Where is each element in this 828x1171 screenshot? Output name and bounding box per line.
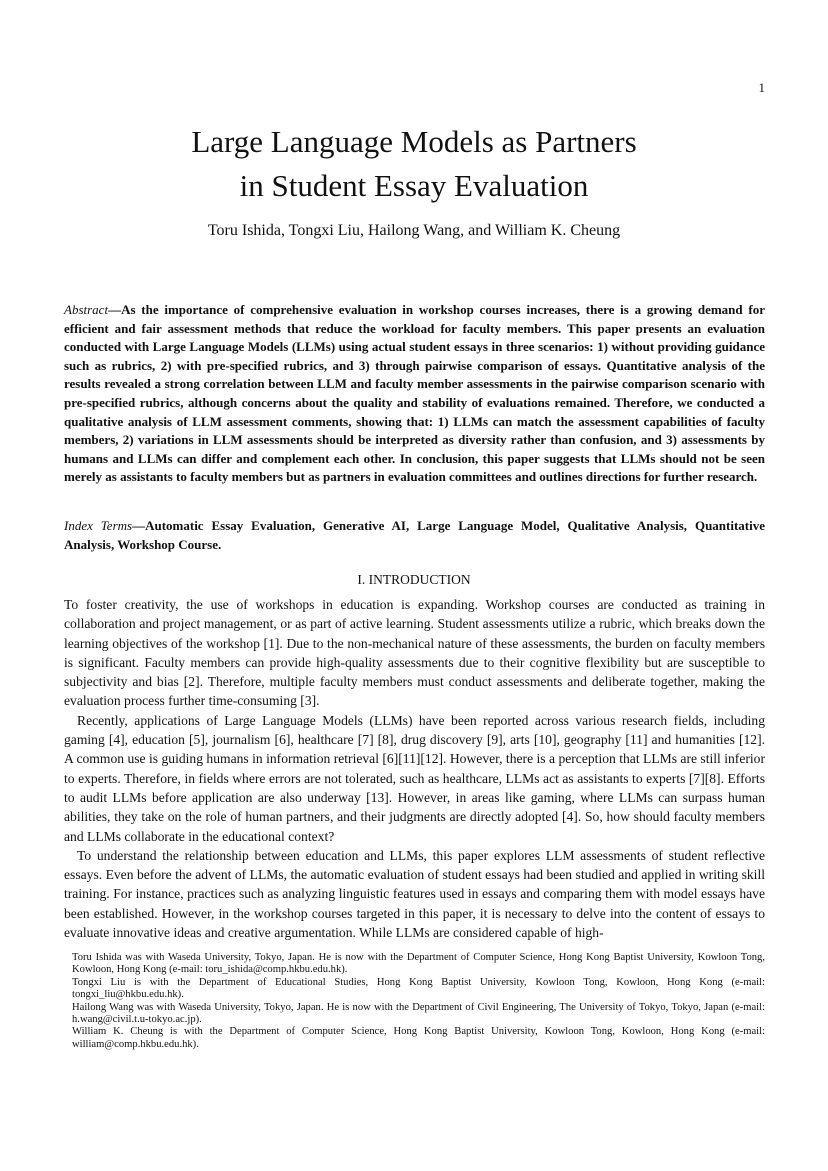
body-text bbox=[64, 595, 765, 942]
author-footnotes bbox=[72, 952, 765, 1051]
section-heading: I. INTRODUCTION bbox=[357, 572, 471, 587]
footnote: William K. Cheung is with the Department of Computer Science, Hong Kong Baptist University, Kowloon Tong, Kowloon, Hong Kong (e-mail: william@comp.hkbu.edu.hk). bbox=[72, 1026, 765, 1050]
index-terms-label: Index Terms bbox=[64, 518, 133, 533]
author-list: Toru Ishida, Tongxi Liu, Hailong Wang, and William K. Cheung bbox=[207, 222, 621, 239]
footnote: Hailong Wang was with Waseda University, Tokyo, Japan. He is now with the Department of Civil Engineering, The University of Tokyo, Tokyo, Japan (e-mail: h.wang@civil.t.u-tokyo.ac.jp). bbox=[72, 1001, 765, 1026]
abstract bbox=[64, 301, 765, 487]
footnote: Toru Ishida was with Waseda University, Tokyo, Japan. He is now with the Department of Computer Science, Hong Kong Baptist University, Kowloon Tong, Kowloon, Hong Kong (e-mail: toru_ishida@comp.hkbu.edu.hk). bbox=[72, 952, 765, 976]
page-number: 1 bbox=[758, 80, 765, 95]
paragraph: Recently, applications of Large Language Models (LLMs) have been reported across various research fields, including gaming [4], education [5], journalism [6], healthcare [7] [8], drug discovery [9], arts [10], geography [11] and humanities [12]. A common use is guiding humans in information retrieval [6][11][12]. However, there is a perception that LLMs are still inferior to experts. Therefore, in fields where errors are not tolerated, such as healthcare, LLMs act as assistants to experts [7][8]. Efforts to audit LLMs before application are also underway [13]. However, in areas like gaming, where LLMs can surpass human abilities, they take on the role of human partners, and their judgments are directly adopted [4]. So, how should faculty members and LLMs collaborate in the educational context? bbox=[64, 712, 765, 844]
index-terms-text: —Automatic Essay Evaluation, Generative AI, Large Language Model, Qualitative Analysis, Quantitative Analysis, Workshop Course. bbox=[64, 518, 766, 552]
abstract-text: —As the importance of comprehensive evaluation in workshop courses increases, there is a growing demand for efficient and fair assessment methods that reduce the workload for faculty members. This paper presents an evaluation conducted with Large Language Models (LLMs) using actual student essays in three scenarios: 1) without providing guidance such as rubrics, 2) with pre-specified rubrics, and 3) through pairwise comparison of essays. Quantitative analysis of the results revealed a strong correlation between LLM and faculty member assessments in the pairwise comparison scenario with pre-specified rubrics, although concerns about the quality and stability of evaluations remained. Therefore, we conducted a qualitative analysis of LLM assessment comments, showing that: 1) LLMs can match the assessment capabilities of faculty members, 2) variations in LLM assessments should be interpreted as diversity rather than confusion, and 3) assessments by humans and LLMs can differ and complement each other. In conclusion, this paper suggests that LLMs should not be seen merely as assistants to faculty members but as partners in evaluation committees and outlines directions for further research. bbox=[64, 302, 765, 485]
paper-title bbox=[0, 120, 828, 208]
footnote: Tongxi Liu is with the Department of Educational Studies, Hong Kong Baptist University, Kowloon Tong, Kowloon, Hong Kong (e-mail: tongxi_liu@hkbu.edu.hk). bbox=[72, 976, 765, 1001]
title-line-2: in Student Essay Evaluation bbox=[239, 168, 589, 203]
paragraph: To understand the relationship between education and LLMs, this paper explores LLM assessments of student reflective essays. Even before the advent of LLMs, the automatic evaluation of student essays had been studied and applied in writing skill training. For instance, practices such as analyzing linguistic features used in essays and comparing them with model essays have been established. However, in the workshop courses targeted in this paper, it is necessary to delve into the content of essays to evaluate innovative ideas and creative argumentation. While LLMs are considered capable of high- bbox=[64, 847, 765, 941]
paragraph: To foster creativity, the use of workshops in education is expanding. Workshop courses are conducted as training in collaboration and project management, or as part of active learning. Student assessments utilize a rubric, which breaks down the learning objectives of the workshop [1]. Due to the non-mechanical nature of these assessments, the burden on faculty members is significant. Faculty members can provide high-quality assessments due to their cognitive flexibility but are susceptible to subjectivity and bias [2]. Therefore, multiple faculty members must conduct assessments and deliberate together, making the evaluation process further time-consuming [3]. bbox=[64, 597, 765, 709]
abstract-label: Abstract bbox=[64, 302, 109, 317]
title-line-1: Large Language Models as Partners bbox=[191, 124, 637, 159]
index-terms bbox=[64, 517, 765, 554]
